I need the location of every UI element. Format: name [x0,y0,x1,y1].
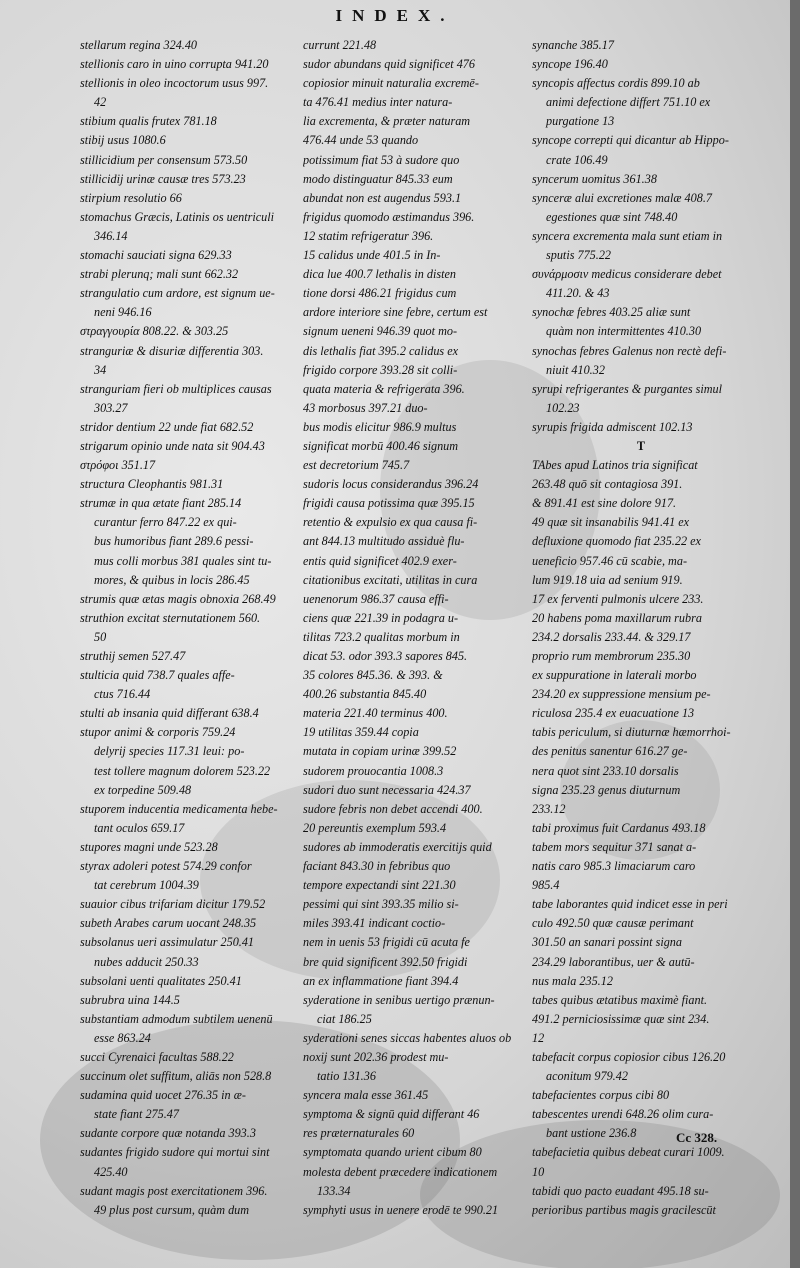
index-entry: lia excrementa, & præter naturam [303,114,471,129]
index-entry: succinum olet suffitum, aliās non 528.8 [80,1069,272,1084]
index-entry: copiosior minuit naturalia excremē- [303,76,479,91]
index-entry: animi defectione differt 751.10 ex [546,95,711,110]
index-entry: 411.20. & 43 [546,286,610,301]
index-entry: materia 221.40 terminus 400. [303,706,448,721]
page-header: INDEX. [335,6,455,25]
index-entry: sudantes frigido sudore qui mortui sint [80,1145,270,1160]
index-entry: pessimi qui sint 393.35 milio si- [303,897,459,912]
index-entry: tatio 131.36 [317,1069,376,1084]
index-entry: 17 ex ferventi pulmonis ulcere 233. [532,591,704,606]
index-entry: esse 863.24 [94,1030,151,1045]
index-column-3 [532,36,750,1220]
index-entry: syncerum uomitus 361.38 [532,171,657,186]
index-entry: 133.34 [317,1183,351,1198]
index-entry: 12 statim refrigeratur 396. [303,228,434,243]
index-entry: stranguriam fieri ob multiplices causas [80,381,272,396]
index-entry: frigidus quomodo æstimandus 396. [303,209,475,224]
index-entry: stellionis caro in uino corrupta 941.20 [80,57,269,72]
index-entry: des penitus sanentur 616.27 ge- [532,744,688,759]
index-entry: nera quot sint 233.10 dorsalis [532,763,679,778]
index-entry: crate 106.49 [546,152,608,167]
index-entry: aconitum 979.42 [546,1069,628,1084]
index-entry: subsolani uenti qualitates 250.41 [80,973,242,988]
index-entry: synochæ febres 403.25 aliæ sunt [532,305,691,320]
index-entry: stupor animi & corporis 759.24 [80,725,236,740]
index-entry: riculosa 235.4 ex euacuatione 13 [532,706,695,721]
index-entry: 20 pereuntis exemplum 593.4 [303,820,447,835]
index-entry: noxij sunt 202.36 prodest mu- [303,1049,449,1064]
index-entry: suauior cibus trifariam dicitur 179.52 [80,897,266,912]
index-entry: ciens quæ 221.39 in podagra u- [303,610,459,625]
index-entry: 35 colores 845.36. & 393. & [303,668,443,683]
index-entry: retentio & expulsio ex qua causa fi- [303,515,478,530]
index-entry: 15 calidus unde 401.5 in In- [303,248,441,263]
index-entry: ex suppuratione in laterali morbo [532,668,697,683]
index-entry: & 891.41 est sine dolore 917. [532,496,677,511]
index-column-1 [80,36,295,1220]
index-entry: frigido corpore 393.28 sit colli- [303,362,458,377]
index-entry: sudamina quid uocet 276.35 in æ- [80,1088,246,1103]
index-entry: stupores magni unde 523.28 [80,839,218,854]
index-entry: stibij usus 1080.6 [80,133,166,148]
index-entry: bre quid significent 392.50 frigidi [303,954,468,969]
signature-mark: Cc 328. [676,1130,718,1145]
index-entry: symptoma & signū quid differant 46 [303,1107,480,1122]
index-entry: stuporem inducentia medicamenta hebe- [80,801,278,816]
index-entry: bus modis elicitur 986.9 multus [303,419,457,434]
index-entry: tabefacit corpus copiosior cibus 126.20 [532,1049,726,1064]
index-entry: state fiant 275.47 [94,1107,179,1122]
index-entry: bant ustione 236.8 [546,1126,637,1141]
index-entry: syncera mala esse 361.45 [303,1088,429,1103]
index-entry: stranguriæ & disuriæ differentia 303. [80,343,264,358]
index-entry: sudores ab immoderatis exercitijs quid [303,839,492,854]
index-entry: strabi plerunq; mali sunt 662.32 [80,267,239,282]
index-entry: stillicidij urinæ causæ tres 573.23 [80,171,246,186]
index-entry: 10 [532,1164,545,1179]
index-entry: συνάρμοσιν medicus considerare debet [532,267,722,282]
index-entry: nubes adducit 250.33 [94,954,199,969]
index-entry: στραγγουρία 808.22. & 303.25 [80,324,229,339]
index-entry: miles 393.41 indicant coctio- [303,916,446,931]
index-entry: succi Cyrenaici facultas 588.22 [80,1049,234,1064]
index-entry: test tollere magnum dolorem 523.22 [94,763,271,778]
index-entry: 42 [94,95,107,110]
index-entry: citationibus excitati, utilitas in cura [303,572,478,587]
index-entry: neni 946.16 [94,305,152,320]
index-entry: 476.44 unde 53 quando [303,133,419,148]
index-entry: purgatione 13 [546,114,615,129]
index-entry: 43 morbosus 397.21 duo- [303,400,428,415]
index-entry: 233.12 [532,801,566,816]
index-entry: stridor dentium 22 unde fiat 682.52 [80,419,254,434]
index-entry: ex torpedine 509.48 [94,782,192,797]
index-entry: 102.23 [546,400,580,415]
index-entry: 303.27 [94,400,128,415]
index-entry: tat cerebrum 1004.39 [94,878,199,893]
index-entry: dicat 53. odor 393.3 sapores 845. [303,649,468,663]
index-entry: styrax adoleri potest 574.29 confor [80,859,252,874]
index-entry: 50 [94,629,107,644]
index-entry: est decretorium 745.7 [303,458,410,473]
index-entry: 346.14 [94,228,128,243]
index-entry: nem in uenis 53 frigidi cū acuta fe [303,935,470,950]
index-entry: strigarum opinio unde nata sit 904.43 [80,438,265,453]
index-entry: significat morbū 400.46 signum [303,438,459,453]
index-entry: tilitas 723.2 qualitas morbum in [303,629,460,644]
index-entry: stibium qualis frutex 781.18 [80,114,217,129]
index-entry: sudor abundans quid significet 476 [303,57,475,72]
index-entry: stirpium resolutio 66 [80,190,182,205]
index-entry: 49 quæ sit insanabilis 941.41 ex [532,515,690,530]
index-entry: an ex inflammatione fiant 394.4 [303,973,459,988]
index-entry: tabidi quo pacto euadant 495.18 su- [532,1183,709,1198]
index-entry: ctus 716.44 [94,687,151,702]
index-entry: delyrij species 117.31 leui: po- [94,744,245,759]
index-entry: syncopis affectus cordis 899.10 ab [532,76,700,91]
page-edge [790,0,800,1268]
index-entry: res præternaturales 60 [303,1126,415,1141]
index-entry: tabe laborantes quid indicet esse in peri [532,897,728,912]
index-entry: strumis quæ ætas magis obnoxia 268.49 [80,591,276,606]
index-entry: tabes quibus ætatibus maximè fiant. [532,992,708,1007]
index-entry: 985.4 [532,878,560,893]
section-letter: T [636,438,646,453]
index-entry: synceræ alui excretiones malæ 408.7 [532,190,712,205]
index-entry: sudant magis post exercitationem 396. [80,1183,268,1198]
index-entry: ardore interiore sine febre, certum est [303,305,488,320]
index-entry: dis lethalis fiat 395.2 calidus ex [303,343,459,358]
index-entry: culo 492.50 quæ causæ perimant [532,916,694,931]
index-entry: quata materia & refrigerata 396. [303,381,465,396]
index-entry: stulticia quid 738.7 quales affe- [80,668,235,683]
index-entry: tabi proximus fuit Cardanus 493.18 [532,820,706,835]
index-entry: sudoris locus considerandus 396.24 [303,477,479,492]
index-entry: defluxione quomodo fiat 235.22 ex [532,534,701,549]
index-entry: mores, & quibus in locis 286.45 [94,572,250,587]
index-entry: stomachi sauciati signa 629.33 [80,248,232,263]
index-entry: syrupis frigida admiscent 102.13 [532,419,693,434]
index-entry: curantur ferro 847.22 ex qui- [94,515,237,530]
index-entry: substantiam admodum subtilem uenenū [80,1011,273,1026]
index-entry: faciant 843.30 in febribus quo [303,859,451,874]
index-entry: ueneficio 957.46 cū scabie, ma- [532,553,688,568]
index-entry: nus mala 235.12 [532,973,613,988]
index-entry: lum 919.18 uia ad senium 919. [532,572,683,587]
index-entry: egestiones quæ sint 748.40 [546,209,678,224]
index-entry: synanche 385.17 [532,38,614,52]
index-entry: bus humoribus fiant 289.6 pessi- [94,534,254,549]
index-entry: perioribus partibus magis gracilescūt [532,1202,716,1217]
index-entry: entis quid significet 402.9 exer- [303,553,457,568]
index-entry: strumæ in qua ætate fiant 285.14 [80,496,242,511]
index-entry: tabefacientes corpus cibi 80 [532,1088,670,1103]
index-entry: 34 [94,362,107,377]
index-entry: syncope correpti qui dicantur ab Hippo- [532,133,729,148]
index-entry: signa 235.23 genus diuturnum [532,782,681,797]
index-entry: syncera excrementa mala sunt etiam in [532,228,723,243]
index-entry: sputis 775.22 [546,248,612,263]
index-entry: structura Cleophantis 981.31 [80,477,224,492]
index-entry: 491.2 perniciosissimæ quæ sint 234. [532,1011,710,1026]
index-entry: modo distinguatur 845.33 eum [303,171,453,186]
index-entry: sudorem prouocantia 1008.3 [303,763,444,778]
index-entry: stellarum regina 324.40 [80,38,198,52]
index-entry: subrubra uina 144.5 [80,992,180,1007]
index-entry: 263.48 quō sit contagiosa 391. [532,477,683,492]
index-column-2 [303,36,525,1220]
index-entry: 20 habens poma maxillarum rubra [532,610,702,625]
index-entry: frigidi causa potissima quæ 395.15 [303,496,475,511]
index-entry: tabefacietia quibus debeat curari 1009. [532,1145,725,1160]
index-entry: tabem mors sequitur 371 sanat a- [532,839,697,854]
index-entry: ta 476.41 medius inter natura- [303,95,453,110]
index-entry: signum ueneni 946.39 quot mo- [303,324,458,339]
index-entry: struthij semen 527.47 [80,649,186,663]
index-entry: abundat non est augendus 593.1 [303,190,462,205]
index-entry: struthion excitat sternutationem 560. [80,610,261,625]
index-entry: stellionis in oleo incoctorum usus 997. [80,76,269,91]
index-entry: 234.29 laborantibus, uer & autū- [532,954,695,969]
index-entry: syderatione in senibus uertigo prænun- [303,992,495,1007]
index-entry: sudore febris non debet accendi 400. [303,801,483,816]
index-entry: tione dorsi 486.21 frigidus cum [303,286,457,301]
index-entry: tabescentes urendi 648.26 olim cura- [532,1107,714,1122]
index-entry: sudori duo sunt necessaria 424.37 [303,782,471,797]
index-entry: 234.2 dorsalis 233.44. & 329.17 [532,629,691,644]
index-entry: mus colli morbus 381 quales sint tu- [94,553,272,568]
index-entry: natis caro 985.3 limaciarum caro [532,859,696,874]
index-entry: 301.50 an sanari possint signa [532,935,682,950]
index-entry: tempore expectandi sint 221.30 [303,878,456,893]
index-entry: stulti ab insania quid differant 638.4 [80,706,259,721]
index-entry: currunt 221.48 [303,38,377,52]
index-entry: proprio rum membrorum 235.30 [532,649,691,663]
index-entry: subsolanus ueri assimulatur 250.41 [80,935,255,950]
index-entry: tant oculos 659.17 [94,820,185,835]
index-entry: 49 plus post cursum, quàm dum [94,1202,250,1217]
index-entry: stomachus Græcis, Latinis os uentriculi [80,209,274,224]
index-entry: στρόφοι 351.17 [80,458,156,473]
index-entry: TAbes apud Latinos tria significat [532,458,698,473]
index-entry: syderationi senes siccas habentes aluos ob [303,1030,512,1045]
index-entry: molesta debent præcedere indicationem [303,1164,498,1179]
index-entry: 12 [532,1030,545,1045]
index-entry: uenenorum 986.37 causa effi- [303,591,449,606]
index-entry: synochas febres Galenus non rectè defi- [532,343,727,358]
index-entry: 234.20 ex suppressione mensium pe- [532,687,711,702]
index-entry: tabis periculum, si diuturnæ hæmorrhoi- [532,725,731,740]
index-entry: symptomata quando urient cibum 80 [303,1145,482,1160]
index-entry: stillicidium per consensum 573.50 [80,152,248,167]
index-entry: strangulatio cum ardore, est signum ue- [80,286,275,301]
index-entry: 19 utilitas 359.44 copia [303,725,419,740]
index-entry: niuit 410.32 [546,362,605,377]
index-entry: ant 844.13 multitudo assiduè flu- [303,534,465,549]
index-entry: 400.26 substantia 845.40 [303,687,427,702]
index-entry: potissimum fiat 53 à sudore quo [303,152,460,167]
index-entry: symphyti usus in uenere erodē te 990.21 [303,1202,499,1217]
index-entry: quàm non intermittentes 410.30 [546,324,702,339]
index-entry: dica lue 400.7 lethalis in disten [303,267,457,282]
index-entry: subeth Arabes carum uocant 248.35 [80,916,257,931]
index-entry: syncope 196.40 [532,57,608,72]
index-entry: syrupi refrigerantes & purgantes simul [532,381,723,396]
index-entry: ciat 186.25 [317,1011,372,1026]
index-entry: mutata in copiam urinæ 399.52 [303,744,457,759]
index-entry: sudante corpore quæ notanda 393.3 [80,1126,256,1141]
index-entry: 425.40 [94,1164,128,1179]
